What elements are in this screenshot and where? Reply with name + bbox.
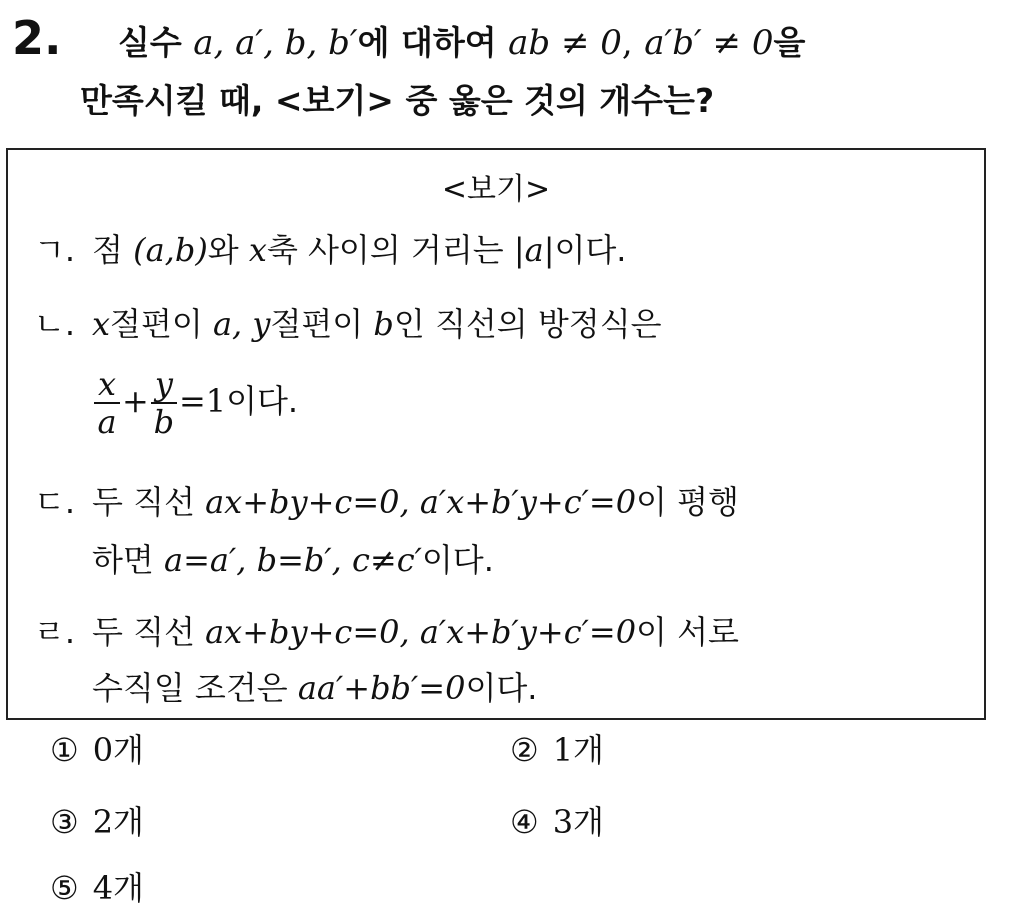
item-math: a, xyxy=(212,305,243,343)
item-marker: ㄱ. xyxy=(34,231,76,269)
item-marker: ㄴ. xyxy=(34,305,76,343)
fraction-denominator: b xyxy=(153,403,175,441)
equals-one: =1 xyxy=(178,382,227,420)
bogi-item-3-cont xyxy=(92,536,494,584)
stem-mid: 에 대하여 xyxy=(357,23,497,62)
choice-5[interactable] xyxy=(50,864,144,912)
item-math: |a| xyxy=(513,231,555,269)
item-math: a=a′, b=b′, c≠c′ xyxy=(164,541,422,579)
item-text: 절편이 xyxy=(110,305,203,343)
choice-3[interactable] xyxy=(50,798,144,846)
item-text: 점 xyxy=(92,231,123,269)
bogi-item-2-formula xyxy=(92,366,298,440)
item-math: b xyxy=(373,305,394,343)
choice-marker: ② xyxy=(510,731,539,769)
choice-2[interactable] xyxy=(510,726,604,774)
item-math: y xyxy=(252,305,271,343)
stem-prefix: 실수 xyxy=(118,23,182,62)
item-text: 이다. xyxy=(554,231,627,269)
item-marker: ㄷ. xyxy=(34,483,76,521)
question-stem xyxy=(80,14,998,120)
item-text: 두 직선 xyxy=(92,613,195,651)
stem-line-1: 실수 a, a′, b, b′에 대하여 ab ≠ 0, a′b′ ≠ 0을 xyxy=(118,23,806,63)
question-number: 2. xyxy=(12,11,62,65)
item-text: 이다. xyxy=(421,541,494,579)
bogi-item-1 xyxy=(34,226,626,274)
choice-value: 2개 xyxy=(92,803,144,841)
item-text: 이다. xyxy=(465,669,538,707)
bogi-item-4-cont xyxy=(92,664,537,712)
item-math: ax+by+c=0, a′x+b′y+c′=0 xyxy=(205,483,637,521)
item-text: 하면 xyxy=(92,541,154,579)
stem-condition-2: a′b′ ≠ 0 xyxy=(644,23,774,63)
stem-variables: a, a′, b, b′ xyxy=(193,23,358,63)
choice-marker: ④ xyxy=(510,803,539,841)
bogi-item-3 xyxy=(34,478,739,526)
choice-1[interactable] xyxy=(50,726,144,774)
item-text: 와 xyxy=(207,231,239,269)
item-text: 이 서로 xyxy=(636,613,739,651)
item-math: aa′+bb′=0 xyxy=(297,669,466,707)
item-text: 수직일 조건은 xyxy=(92,669,288,707)
bogi-title: <보기> xyxy=(441,172,551,207)
bogi-item-2 xyxy=(34,300,662,348)
item-marker: ㄹ. xyxy=(34,613,76,651)
fraction-numerator: x xyxy=(94,366,120,404)
item-text: 절편이 xyxy=(270,305,364,343)
choice-value: 1개 xyxy=(552,731,604,769)
choice-marker: ③ xyxy=(50,803,79,841)
fraction-denominator: a xyxy=(97,403,117,441)
item-math: x xyxy=(248,231,267,269)
fraction-x-over-a xyxy=(94,366,120,440)
stem-condition-1: ab ≠ 0 xyxy=(508,23,622,63)
plus-sign: + xyxy=(122,382,149,420)
stem-suffix: 을 xyxy=(773,23,806,62)
bogi-box xyxy=(6,148,986,720)
choice-marker: ⑤ xyxy=(50,869,79,907)
item-text: 인 직선의 방정식은 xyxy=(393,305,662,343)
bogi-item-4 xyxy=(34,608,739,656)
fraction-y-over-b xyxy=(151,366,177,440)
choice-4[interactable] xyxy=(510,798,604,846)
item-text: 이 평행 xyxy=(636,483,739,521)
item-math: (a,b) xyxy=(133,231,208,269)
item-math: ax+by+c=0, a′x+b′y+c′=0 xyxy=(205,613,637,651)
choice-value: 0개 xyxy=(92,731,144,769)
choice-value: 3개 xyxy=(552,803,604,841)
fraction-numerator: y xyxy=(151,366,177,404)
stem-line-2: 만족시킬 때, <보기> 중 옳은 것의 개수는? xyxy=(80,81,715,120)
item-text: 이다. xyxy=(226,382,299,420)
item-text: 축 사이의 거리는 xyxy=(266,231,504,269)
item-text: 두 직선 xyxy=(92,483,195,521)
choice-marker: ① xyxy=(50,731,79,769)
item-math: x xyxy=(92,305,111,343)
choice-value: 4개 xyxy=(92,869,144,907)
